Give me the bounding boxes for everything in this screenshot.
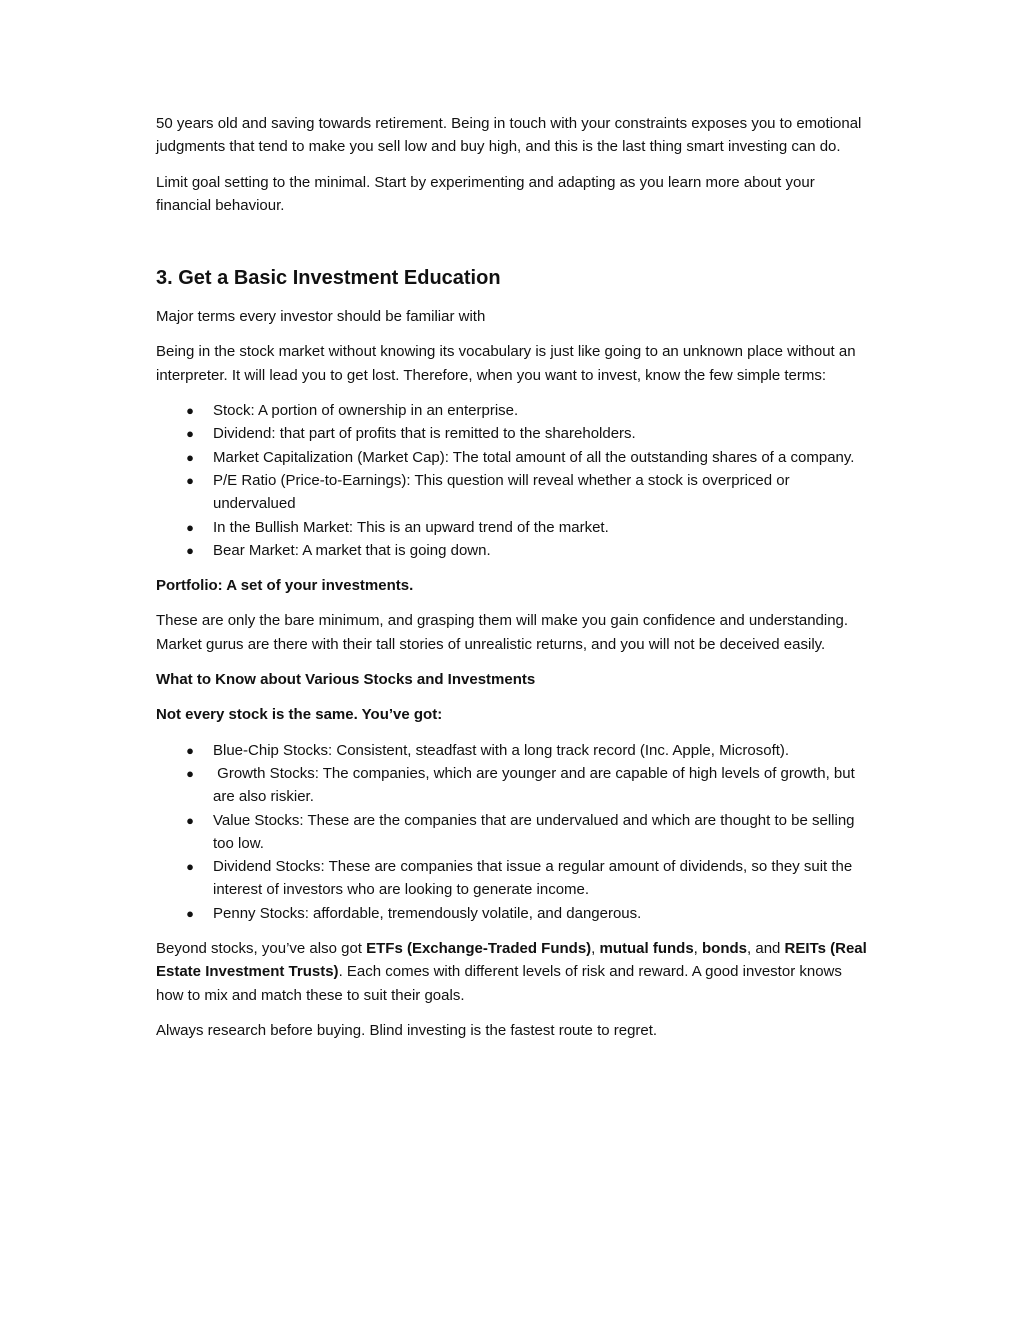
list-item: [156, 762, 868, 809]
beyond-text: Beyond stocks, you’ve also got: [156, 940, 367, 958]
stock-type-text: Value Stocks: These are the companies that are undervalued and which are thought to be selling too low.: [213, 811, 855, 852]
bullet-icon: ●: [186, 812, 194, 828]
bullet-icon: ●: [186, 905, 194, 921]
stock-type-text: Penny Stocks: affordable, tremendously volatile, and dangerous.: [213, 904, 642, 922]
list-item: [156, 739, 868, 762]
bullet-icon: ●: [186, 765, 194, 781]
list-item: [156, 399, 868, 422]
intro-paragraph-2: Limit goal setting to the minimal. Start by experimenting and adapting as you learn more about your financial behaviour.: [156, 173, 815, 214]
list-item: [156, 446, 868, 469]
section-subheading: Major terms every investor should be familiar with: [156, 308, 486, 326]
vocabulary-intro: Being in the stock market without knowing its vocabulary is just like going to an unknown place without an interpreter. It will lead you to get lost. Therefore, when you want to invest, know the few simple terms:: [156, 343, 856, 384]
bonds-term: bonds: [702, 940, 748, 958]
document-page: [156, 112, 868, 1054]
terms-list: [156, 399, 868, 562]
bullet-icon: ●: [186, 449, 194, 465]
bullet-icon: ●: [186, 403, 194, 419]
term-text: Stock: A portion of ownership in an enterprise.: [213, 402, 519, 420]
closing-paragraph: Always research before buying. Blind investing is the fastest route to regret.: [156, 1021, 658, 1039]
stock-type-text: Dividend Stocks: These are companies that issue a regular amount of dividends, so they suit the interest of investors who are looking to generate income.: [213, 858, 853, 899]
list-item: [156, 516, 868, 539]
beyond-text: , and: [747, 940, 785, 958]
etfs-term: ETFs (Exchange-Traded Funds): [366, 940, 592, 958]
stocks-heading: What to Know about Various Stocks and Investments: [156, 671, 536, 689]
stock-types-list: [156, 739, 868, 925]
intro-paragraph-1: 50 years old and saving towards retirement. Being in touch with your constraints exposes you to emotional judgments that tend to make you sell low and buy high, and this is the last thing smart investing can do.: [156, 115, 862, 156]
beyond-text: ,: [591, 940, 600, 958]
term-text: Market Capitalization (Market Cap): The total amount of all the outstanding shares of a company.: [213, 448, 855, 466]
list-item: [156, 469, 868, 516]
stock-type-text: Growth Stocks: The companies, which are younger and are capable of high levels of growth, but are also riskier.: [213, 764, 859, 806]
beyond-text: ,: [693, 940, 703, 958]
bullet-icon: ●: [186, 542, 194, 558]
bullet-icon: ●: [186, 426, 194, 442]
bare-minimum-paragraph: These are only the bare minimum, and grasping them will make you gain confidence and understanding. Market gurus are there with their tall stories of unrealistic returns, and you will not be deceived easily.: [156, 612, 849, 653]
bullet-icon: ●: [186, 519, 194, 535]
reits-term: REITs (Real Estate Investment Trusts): [156, 940, 867, 981]
list-item: [156, 902, 868, 925]
list-item: [156, 855, 868, 902]
term-text: P/E Ratio (Price-to-Earnings): This question will reveal whether a stock is overpriced or undervalued: [213, 471, 790, 513]
beyond-stocks-paragraph: [156, 937, 868, 1007]
term-text: Dividend: that part of profits that is remitted to the shareholders.: [213, 425, 636, 443]
bullet-icon: ●: [186, 859, 194, 875]
list-item: [156, 809, 868, 856]
stock-type-text: Blue-Chip Stocks: Consistent, steadfast with a long track record (Inc. Apple, Microsoft).: [213, 741, 790, 759]
mutual-funds-term: mutual funds: [599, 940, 694, 958]
list-item: [156, 422, 868, 445]
section-heading: 3. Get a Basic Investment Education: [156, 267, 501, 290]
bullet-icon: ●: [186, 742, 194, 758]
portfolio-definition: Portfolio: A set of your investments.: [156, 577, 414, 595]
term-text: Bear Market: A market that is going down.: [213, 541, 491, 559]
term-text: In the Bullish Market: This is an upward trend of the market.: [213, 518, 609, 536]
bullet-icon: ●: [186, 472, 194, 488]
beyond-text: . Each comes with different levels of risk and reward. A good investor knows how to mix and match these to suit their goals.: [156, 963, 842, 1004]
stocks-intro: Not every stock is the same. You’ve got:: [156, 706, 443, 724]
list-item: [156, 539, 868, 562]
